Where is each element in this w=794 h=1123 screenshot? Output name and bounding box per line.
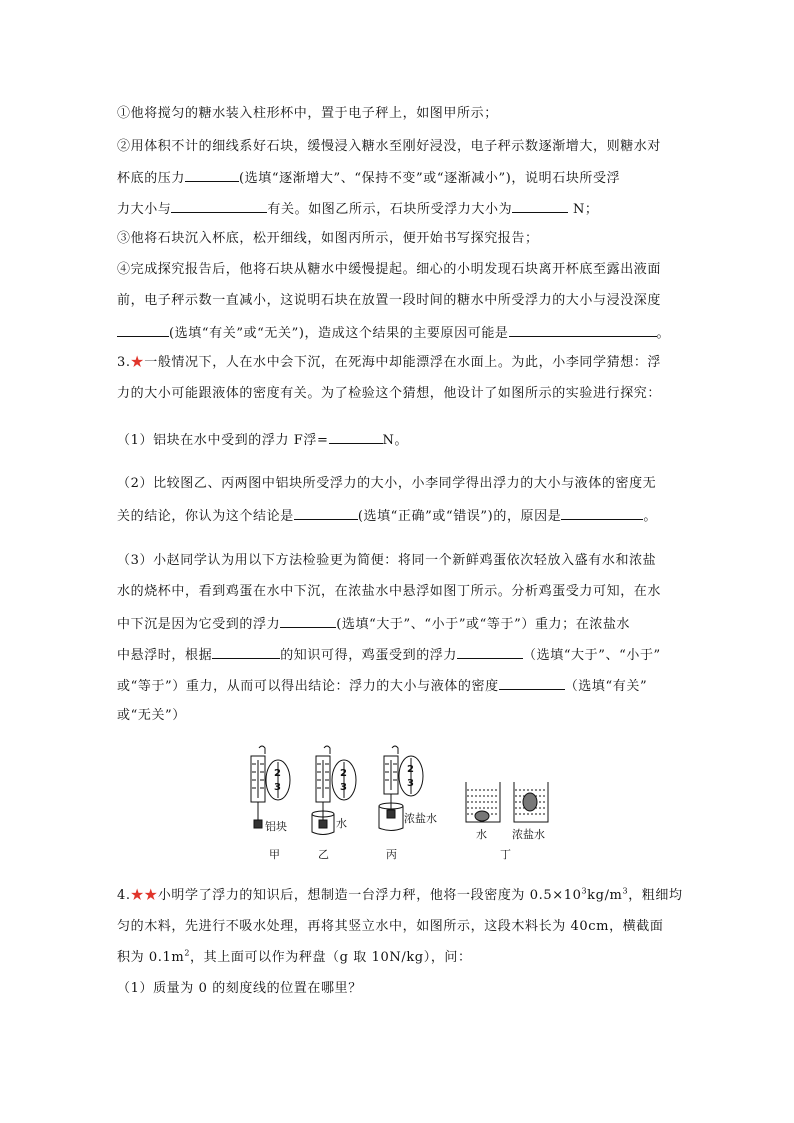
question-3-part-3-line-2: 水的烧杯中，看到鸡蛋在水中下沉，在浓盐水中悬浮如图丁所示。分析鸡蛋受力可知，在水 — [117, 584, 662, 599]
question-3-part-3-line-6: 或“无关”） — [117, 708, 186, 723]
answer-blank[interactable] — [561, 505, 643, 520]
caption-jia: 甲 — [269, 848, 280, 861]
answer-blank[interactable] — [185, 167, 239, 182]
answer-blank[interactable] — [512, 198, 568, 213]
label-brine: 浓盐水 — [404, 812, 437, 825]
question-3-line-2: 力的大小可能跟液体的密度有关。为了检验这个猜想，他设计了如图所示的实验进行探究： — [117, 386, 662, 401]
difficulty-stars-icon: ★★ — [130, 888, 158, 903]
answer-blank[interactable] — [212, 644, 280, 659]
step-1: ①他将搅匀的糖水装入柱形杯中，置于电子秤上，如图甲所示； — [117, 106, 498, 121]
difficulty-star-icon: ★ — [130, 355, 145, 370]
caption-ding: 丁 — [500, 848, 511, 861]
question-3-part-2-line-2: 关的结论，你认为这个结论是 (选填“正确”或“错误”)的，原因是 。 — [117, 505, 687, 527]
step-4-line-3: (选填“有关”或“无关”)，造成这个结果的主要原因可能是 。 — [117, 322, 687, 344]
answer-blank[interactable] — [294, 505, 358, 520]
question-3-part-2-line-1: （2）比较图乙、丙两图中铝块所受浮力的大小，小李同学得出浮力的大小与液体的密度无 — [117, 476, 657, 491]
scale-mark-3: 3 — [274, 782, 281, 793]
egg-sinking — [475, 811, 489, 821]
question-4-part-1: （1）质量为 0 的刻度线的位置在哪里？ — [117, 981, 362, 996]
step-2-line-1: ②用体积不计的细线系好石块，缓慢浸入糖水至刚好浸没，电子秤示数逐渐增大，则糖水对 — [117, 139, 662, 154]
label-brine-ding: 浓盐水 — [512, 828, 545, 841]
answer-blank[interactable] — [499, 675, 565, 690]
spring-scale-jia — [251, 746, 290, 828]
label-aluminum: 铝块 — [265, 820, 287, 833]
question-4-line-2: 匀的木料，先进行不吸水处理，再将其竖立水中，如图所示，这段木料长为 40cm，横截面 — [117, 919, 664, 934]
question-4-line-1: 4.★★小明学了浮力的知识后，想制造一台浮力秤，他将一段密度为 $0.5\times 10^3kg/m^3$，粗细均 — [117, 886, 683, 903]
answer-blank[interactable] — [171, 198, 267, 213]
question-3-part-1: （1）铝块在水中受到的浮力 F浮= N。 — [117, 429, 687, 451]
spring-scale-yi — [312, 746, 356, 835]
question-3-part-3-line-3: 中下沉是因为它受到的浮力 (选填“大于”、“小于”或“等于”）重力；在浓盐水 — [117, 613, 687, 635]
svg-text:2: 2 — [407, 764, 414, 775]
experiment-figure — [234, 744, 554, 868]
question-3-line-1: 3.★一般情况下，人在水中会下沉，在死海中却能漂浮在水面上。为此，小李同学猜想：浮 — [117, 355, 662, 370]
question-4-line-3: 积为 $0.1m^2$，其上面可以作为秤盘（g 取 10N/kg），问： — [117, 948, 472, 965]
caption-bing: 丙 — [386, 848, 397, 861]
question-3-part-3-line-1: （3）小赵同学认为用以下方法检验更为简便：将同一个新鲜鸡蛋依次轻放入盛有水和浓盐 — [117, 553, 657, 568]
caption-yi: 乙 — [318, 848, 329, 861]
label-water-ding: 水 — [476, 828, 487, 841]
step-3: ③他将石块沉入杯底，松开细线，如图丙所示，便开始书写探究报告； — [117, 231, 539, 246]
label-water: 水 — [336, 817, 347, 830]
step-2-line-2: 杯底的压力 (选填“逐渐增大”、“保持不变”或“逐渐减小”)，说明石块所受浮 — [117, 167, 687, 189]
question-3-part-3-line-4: 中悬浮时，根据 的知识可得，鸡蛋受到的浮力 （选填“大于”、“小于” — [117, 644, 687, 666]
answer-blank[interactable] — [509, 322, 657, 337]
answer-blank[interactable] — [117, 322, 169, 337]
answer-blank[interactable] — [329, 429, 383, 444]
question-3-part-3-line-5: 或“等于”）重力，从而可以得出结论：浮力的大小与液体的密度 （选填“有关” — [117, 675, 687, 697]
answer-blank[interactable] — [280, 613, 336, 628]
beakers-ding — [466, 782, 548, 822]
svg-text:2: 2 — [340, 768, 347, 779]
aluminum-block — [254, 820, 262, 828]
egg-suspended — [523, 793, 537, 811]
step-4-line-2: 前，电子秤示数一直减小，这说明石块在放置一段时间的糖水中所受浮力的大小与浸没深度 — [117, 293, 662, 308]
step-2-line-3: 力大小与 有关。如图乙所示，石块所受浮力大小为 N； — [117, 198, 687, 220]
svg-text:3: 3 — [340, 782, 347, 793]
step-4-line-1: ④完成探究报告后，他将石块从糖水中缓慢提起。细心的小明发现石块离开杯底至露出液面 — [117, 262, 662, 277]
svg-text:3: 3 — [407, 778, 414, 789]
answer-blank[interactable] — [457, 644, 523, 659]
scale-mark-2: 2 — [274, 768, 281, 779]
